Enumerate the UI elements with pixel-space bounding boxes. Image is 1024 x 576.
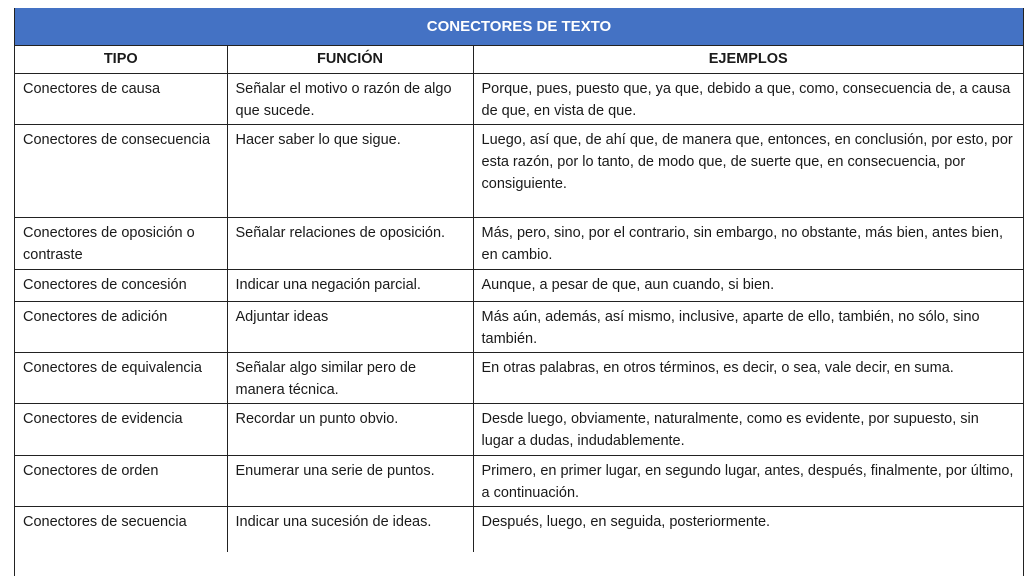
- connectors-grid: [15, 46, 1023, 552]
- table-row: [15, 73, 1023, 124]
- table-row: [15, 217, 1023, 269]
- cell-tipo: Conectores de oposición o contraste: [15, 217, 227, 269]
- table-row: [15, 352, 1023, 403]
- cell-tipo: Conectores de orden: [15, 455, 227, 506]
- cell-tipo: Conectores de consecuencia: [15, 124, 227, 217]
- table-row: [15, 301, 1023, 352]
- cell-ejemplos: Después, luego, en seguida, posteriormente.: [473, 506, 1023, 552]
- header-row: [15, 46, 1023, 73]
- cell-tipo: Conectores de adición: [15, 301, 227, 352]
- cell-funcion: Señalar el motivo o razón de algo que sucede.: [227, 73, 473, 124]
- header-funcion: FUNCIÓN: [227, 46, 473, 73]
- cell-tipo: Conectores de evidencia: [15, 403, 227, 455]
- table-title: CONECTORES DE TEXTO: [15, 8, 1023, 46]
- cell-ejemplos: Luego, así que, de ahí que, de manera que, entonces, en conclusión, por esto, por esta razón, por lo tanto, de modo que, de suerte que, en consecuencia, por consiguiente.: [473, 124, 1023, 217]
- cell-tipo: Conectores de concesión: [15, 269, 227, 301]
- cell-funcion: Hacer saber lo que sigue.: [227, 124, 473, 217]
- cell-funcion: Indicar una negación parcial.: [227, 269, 473, 301]
- table-row: [15, 403, 1023, 455]
- cell-funcion: Indicar una sucesión de ideas.: [227, 506, 473, 552]
- connectors-table: [14, 8, 1024, 576]
- cell-tipo: Conectores de causa: [15, 73, 227, 124]
- cell-ejemplos: Más, pero, sino, por el contrario, sin embargo, no obstante, más bien, antes bien, en cambio.: [473, 217, 1023, 269]
- table-row: [15, 455, 1023, 506]
- cell-ejemplos: Desde luego, obviamente, naturalmente, como es evidente, por supuesto, sin lugar a dudas, indudablemente.: [473, 403, 1023, 455]
- header-tipo: TIPO: [15, 46, 227, 73]
- cell-ejemplos: Más aún, además, así mismo, inclusive, aparte de ello, también, no sólo, sino también.: [473, 301, 1023, 352]
- cell-funcion: Recordar un punto obvio.: [227, 403, 473, 455]
- cell-ejemplos: Aunque, a pesar de que, aun cuando, si bien.: [473, 269, 1023, 301]
- cell-funcion: Adjuntar ideas: [227, 301, 473, 352]
- cell-tipo: Conectores de equivalencia: [15, 352, 227, 403]
- table-row: [15, 269, 1023, 301]
- table-row: [15, 124, 1023, 217]
- cell-ejemplos: En otras palabras, en otros términos, es decir, o sea, vale decir, en suma.: [473, 352, 1023, 403]
- header-ejemplos: EJEMPLOS: [473, 46, 1023, 73]
- cell-tipo: Conectores de secuencia: [23, 513, 187, 530]
- table-row: [15, 506, 1023, 552]
- cell-funcion: Señalar relaciones de oposición.: [227, 217, 473, 269]
- cell-funcion: Señalar algo similar pero de manera técnica.: [227, 352, 473, 403]
- cell-ejemplos: Primero, en primer lugar, en segundo lugar, antes, después, finalmente, por último, a continuación.: [473, 455, 1023, 506]
- cell-funcion: Enumerar una serie de puntos.: [227, 455, 473, 506]
- cell-ejemplos: Porque, pues, puesto que, ya que, debido a que, como, consecuencia de, a causa de que, en vista de que.: [473, 73, 1023, 124]
